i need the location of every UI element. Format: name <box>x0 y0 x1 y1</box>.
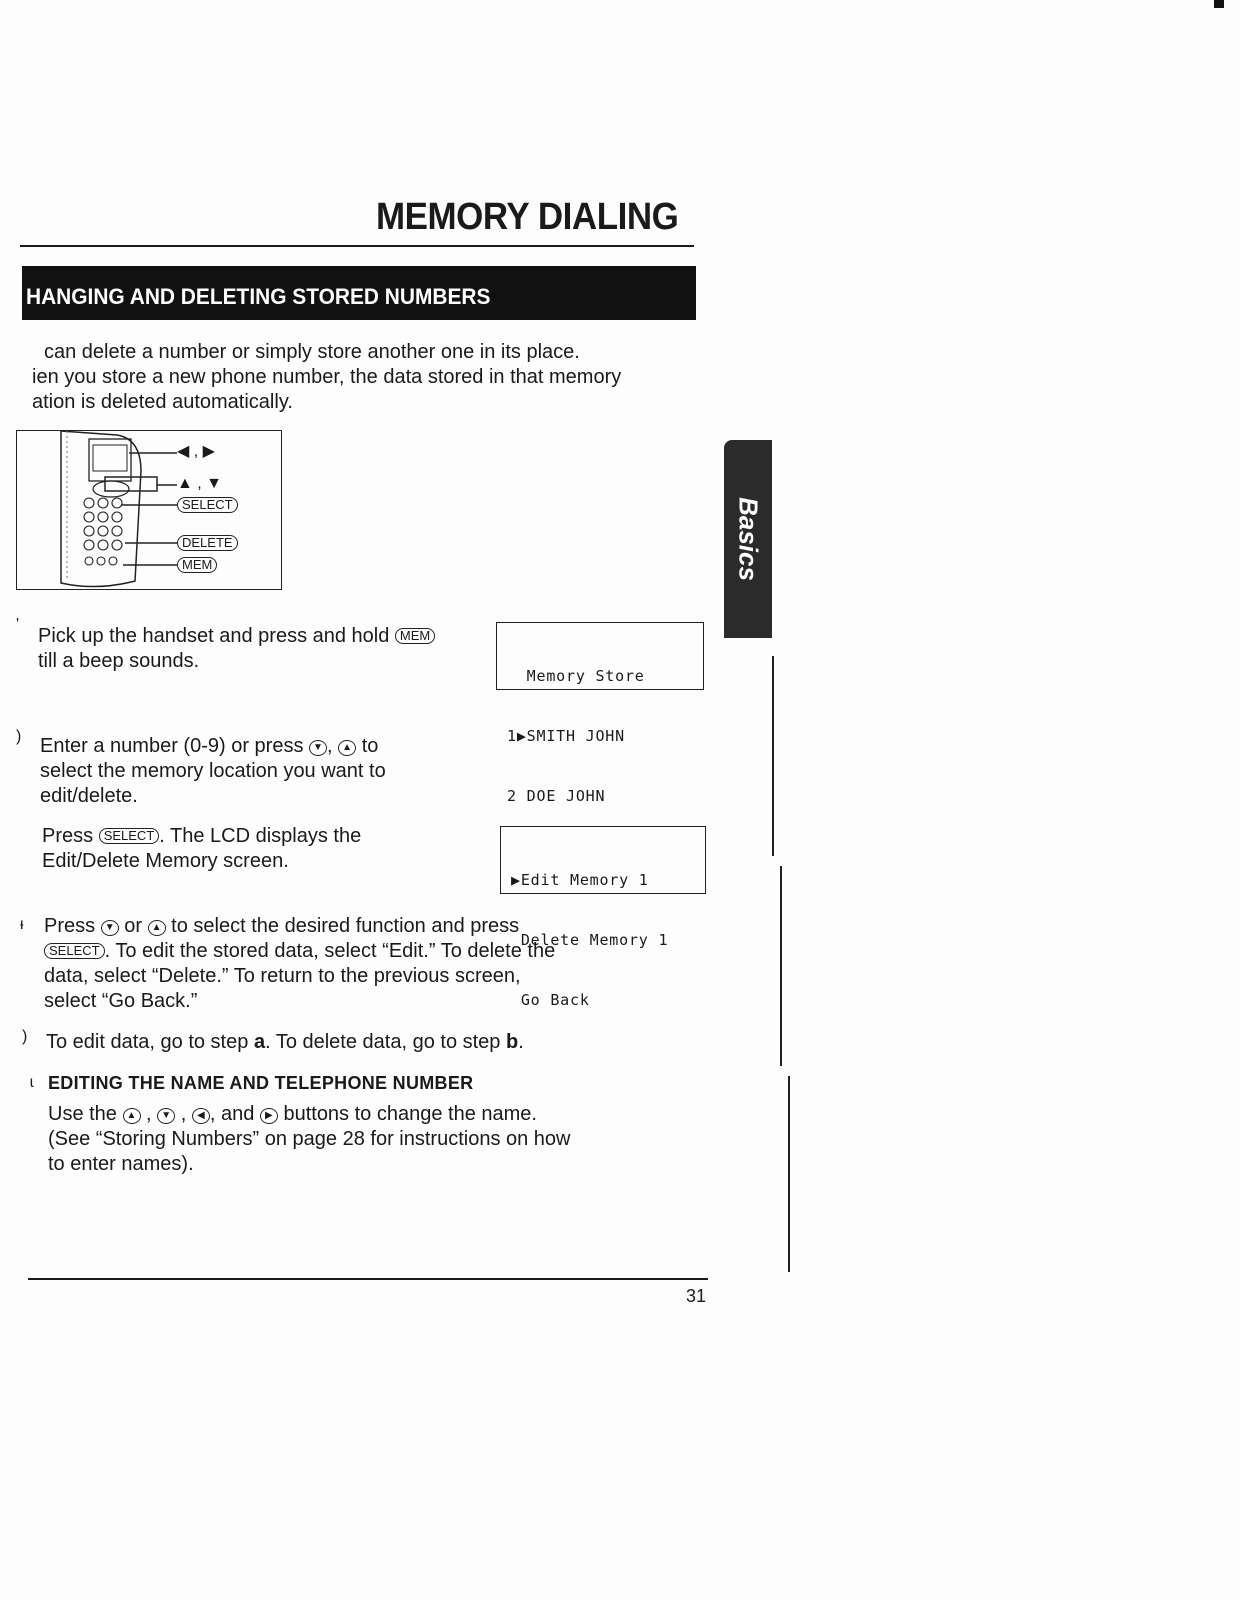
handset-drawing <box>17 431 280 588</box>
step-5-text-a: To edit data, go to step <box>46 1031 249 1053</box>
delete-key-label: DELETE <box>177 535 238 551</box>
margin-line <box>788 1076 790 1272</box>
step-a-ref: a <box>253 1031 266 1053</box>
lcd-line: ▶Edit Memory 1 <box>511 871 649 889</box>
basics-tab <box>724 440 772 638</box>
down-arrow-icon: ▼ <box>101 920 119 936</box>
page-number: 31 <box>686 1286 707 1306</box>
left-arrow-icon: ◀ <box>192 1108 210 1124</box>
select-key: SELECT <box>44 943 105 959</box>
select-key: SELECT <box>99 828 160 844</box>
basics-tab-label: Basics <box>733 497 764 581</box>
title-rule <box>20 245 694 247</box>
down-arrow-icon: ▼ <box>157 1108 175 1124</box>
step-4-text-b: to select the desired function and press <box>171 915 520 937</box>
step-1-text-a: Pick up the handset and press and hold <box>38 625 390 647</box>
section-header <box>22 266 696 320</box>
left-right-keys-label: ◀ , ▶ <box>177 443 215 460</box>
up-arrow-icon: ▲ <box>123 1108 141 1124</box>
step-marker: ) <box>22 1028 28 1045</box>
step-a-instructions: Use the ▲ , ▼ , ◀ , and ▶ buttons to change the name. (See “Storing Numbers” on page 28 for instructions on how to enter names). <box>48 1102 668 1177</box>
lcd-line: Memory Store <box>507 667 645 685</box>
step-2-line-2: select the memory location you want to <box>40 760 386 782</box>
step-5-text-b: . To delete data, go to step <box>265 1031 501 1053</box>
lcd-line: Delete Memory 1 <box>511 931 669 949</box>
step-a-line-3: to enter names). <box>48 1153 194 1175</box>
step-4-line-3: data, select “Delete.” To return to the previous screen, <box>44 965 521 987</box>
step-a-line-2: (See “Storing Numbers” on page 28 for instructions on how <box>48 1128 571 1150</box>
section-title: HANGING AND DELETING STORED NUMBERS <box>26 284 491 309</box>
mem-key-label: MEM <box>177 557 217 573</box>
lcd-line: Go Back <box>511 991 590 1009</box>
step-marker: ɩ <box>30 1074 34 1091</box>
up-arrow-icon: ▲ <box>338 740 356 756</box>
step-2 <box>40 734 500 809</box>
step-marker: ' <box>16 616 20 633</box>
step-4-line-4: select “Go Back.” <box>44 990 198 1012</box>
step-2-text-b: to <box>361 735 379 757</box>
step-3 <box>42 824 502 874</box>
lcd-edit-delete <box>500 826 706 1009</box>
step-4-text-a: Press <box>44 915 96 937</box>
step-5-text-c: . <box>518 1031 524 1053</box>
select-key-label: SELECT <box>177 497 238 513</box>
step-3-line-2: Edit/Delete Memory screen. <box>42 850 289 872</box>
step-1 <box>38 624 498 674</box>
step-a-text-b: buttons to change the name. <box>283 1103 537 1125</box>
lcd-line: 2 DOE JOHN <box>507 787 606 805</box>
step-marker: ) <box>16 728 22 745</box>
page-title: MEMORY DIALING <box>376 196 679 238</box>
intro-line-1: can delete a number or simply store another one in its place. <box>44 341 580 363</box>
intro-paragraph <box>24 340 704 415</box>
lcd-line: 1▶SMITH JOHN <box>507 727 625 745</box>
step-5 <box>46 1030 666 1055</box>
intro-line-2: ien you store a new phone number, the data stored in that memory <box>32 366 622 388</box>
handset-illustration <box>16 430 282 590</box>
up-arrow-icon: ▲ <box>148 920 166 936</box>
separator: , <box>327 735 333 757</box>
step-2-text-a: Enter a number (0-9) or press <box>40 735 304 757</box>
step-4-or: or <box>124 915 143 937</box>
right-arrow-icon: ▶ <box>260 1108 278 1124</box>
step-b-ref: b <box>506 1031 519 1053</box>
lcd-memory-store <box>496 622 704 805</box>
step-1-text-b: till a beep sounds. <box>38 650 200 672</box>
step-4-text-c: . To edit the stored data, select “Edit.” To delete the <box>104 940 556 962</box>
margin-line <box>772 656 774 856</box>
step-a-text-a: Use the <box>48 1103 117 1125</box>
step-3-text-a: Press <box>42 825 94 847</box>
step-3-text-b: . The LCD displays the <box>159 825 362 847</box>
corner-mark <box>1214 0 1224 8</box>
margin-line <box>780 866 782 1066</box>
step-a-and: , and <box>209 1103 255 1125</box>
step-4 <box>44 914 664 1014</box>
subsection-title: EDITING THE NAME AND TELEPHONE NUMBER <box>48 1073 474 1093</box>
down-arrow-icon: ▼ <box>309 740 327 756</box>
mem-key: MEM <box>395 628 435 644</box>
step-marker: ᵻ <box>20 916 24 933</box>
footer-rule <box>28 1278 708 1280</box>
step-2-line-3: edit/delete. <box>40 785 138 807</box>
intro-line-3: ation is deleted automatically. <box>32 391 293 413</box>
up-down-keys-label: ▲ , ▼ <box>177 475 223 492</box>
